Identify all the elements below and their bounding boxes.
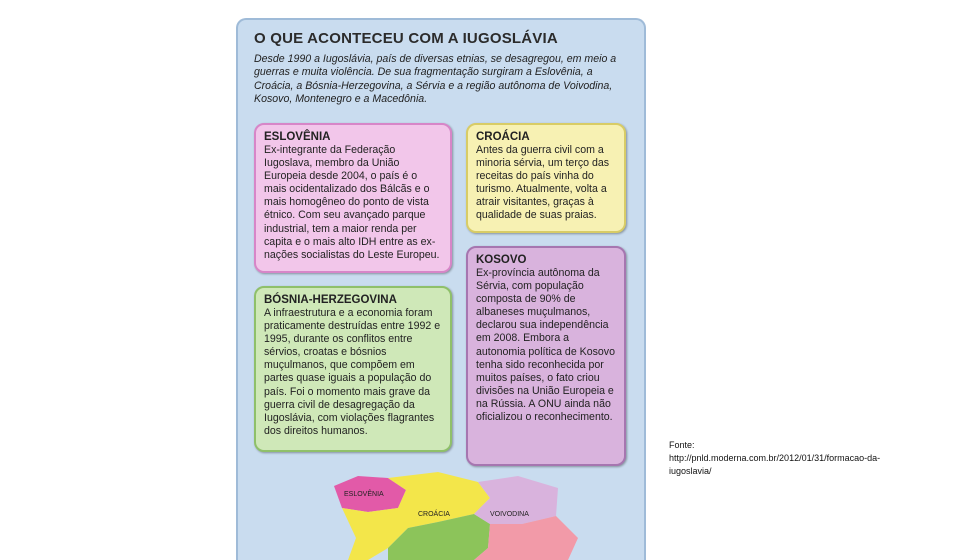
bosnia-text: A infraestrutura e a economia foram praticamente destruídas entre 1992 e 1995, durante os conflitos entre sérvios, croatas e bósnios muçulmanos, que compõem em partes quase iguais a população do país. Foi o momento mais grave da guerra civil de desagregação da Iugoslávia, com violações flagrantes dos direitos humanos. bbox=[264, 307, 441, 437]
kosovo-heading: KOSOVO bbox=[476, 254, 527, 266]
yugoslavia-map bbox=[238, 468, 644, 560]
map-label-croacia: CROÁCIA bbox=[418, 511, 450, 518]
bosnia-box bbox=[254, 286, 452, 452]
source-label: Fonte: bbox=[669, 440, 695, 450]
bosnia-heading: BÓSNIA-HERZEGOVINA bbox=[264, 294, 397, 306]
page-title: O QUE ACONTECEU COM A IUGOSLÁVIA bbox=[254, 30, 558, 47]
kosovo-text: Ex-província autônoma da Sérvia, com população composta de 90% de albaneses muçulmanos, declarou sua independência em 2008. Embora a autonomia política de Kosovo tenha sido reconhecida por muitos países, o fato criou divisões na União Europeia e na Rússia. A ONU ainda não oficializou o reconhecimento. bbox=[476, 267, 615, 424]
map-label-eslovenia: ESLOVÊNIA bbox=[344, 491, 384, 498]
croacia-heading: CROÁCIA bbox=[476, 131, 530, 143]
eslovenia-heading: ESLOVÊNIA bbox=[264, 131, 331, 143]
croacia-text: Antes da guerra civil com a minoria sérvia, um terço das receitas do país vinha do turismo. Atualmente, volta a atrair visitantes, graças à qualidade de suas praias. bbox=[476, 144, 610, 222]
source-url[interactable]: http://pnld.moderna.com.br/2012/01/31/formacao-da-iugoslavia/ bbox=[669, 453, 881, 476]
intro-paragraph: Desde 1990 a Iugoslávia, país de diversas etnias, se desagregou, em meio a guerras e muita violência. De sua fragmentação surgiram a Eslovênia, a Croácia, a Bósnia-Herzegovina, a Sérvia e a região autônoma de Voivodina, Kosovo, Montenegro e a Macedônia. bbox=[254, 53, 617, 106]
kosovo-box bbox=[466, 246, 626, 466]
eslovenia-text: Ex-integrante da Federação Iugoslava, membro da União Europeia desde 2004, o país é o mais ocidentalizado dos Bálcãs e o mais homogêneo do ponto de vista étnico. Com seu avançado parque industrial, tem a maior renda per capita e o mais alto IDH entre as ex-nações socialistas do Leste Europeu. bbox=[264, 144, 440, 261]
eslovenia-box bbox=[254, 123, 452, 273]
source-citation bbox=[669, 439, 919, 478]
croacia-box bbox=[466, 123, 626, 233]
textbook-page bbox=[236, 18, 646, 560]
map-label-voivodina: VOIVODINA bbox=[490, 511, 529, 518]
